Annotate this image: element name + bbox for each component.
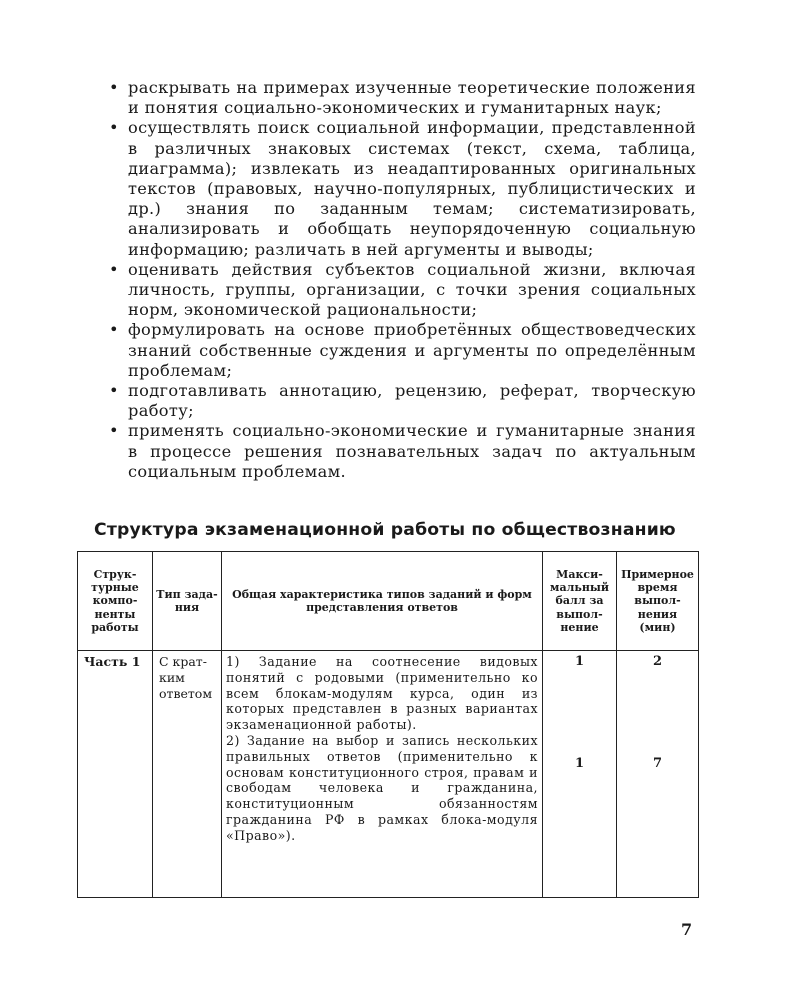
bullet-item <box>108 381 696 421</box>
header-approx-time: Примерное время выполнения (мин) <box>617 552 699 651</box>
bullet-item <box>108 118 696 259</box>
bullet-icon: • <box>109 381 119 401</box>
task-2-time: 7 <box>652 755 663 771</box>
bullet-item <box>108 421 696 482</box>
task-1-score: 1 <box>574 654 585 669</box>
bullet-icon: • <box>109 118 119 138</box>
exam-structure-table <box>77 551 699 898</box>
task-1-description: 1) Задание на соотнесение видовых понятий с родовыми (применительно ко всем блокам-модулям курса, один из которых представлен в разных вариантах экзаменационной работы). <box>226 654 538 733</box>
bullet-text: раскрывать на примерах изученные теоретические положения и понятия социально-экономических и гуманитарных наук; <box>128 78 696 118</box>
bullet-icon: • <box>109 78 119 97</box>
skills-bullet-list <box>108 78 696 482</box>
bullet-text: формулировать на основе приобретённых обществоведческих знаний собственные суждения и аргументы по определённым проблемам; <box>128 320 696 380</box>
bullet-item <box>108 320 696 381</box>
task-1-time: 2 <box>652 654 663 669</box>
task-description-cell <box>222 651 543 898</box>
max-score-cell <box>543 651 617 898</box>
bullet-item <box>108 78 696 118</box>
part-cell: Часть 1 <box>78 651 153 898</box>
bullet-text: осуществлять поиск социальной информации, представленной в различных знаковых системах (текст, схема, таблица, диаграмма); извлекать из неадаптированных оригинальных текстов (правовых, научно-популярных, публицистических и др.) знания по заданным темам; систематизировать, анализировать и обобщать неупорядоченную социальную информацию; различать в ней аргументы и выводы; <box>128 118 696 259</box>
task-2-score: 1 <box>574 755 585 771</box>
header-max-score: Максимальный балл за выполнение <box>543 552 617 651</box>
task-type-cell: С кратким ответом <box>153 651 222 898</box>
header-task-type: Тип задания <box>153 552 222 651</box>
time-cell <box>617 651 699 898</box>
bullet-icon: • <box>109 421 119 441</box>
bullet-text: подготавливать аннотацию, рецензию, реферат, творческую работу; <box>128 381 696 421</box>
table-header-row <box>78 552 699 651</box>
bullet-icon: • <box>109 320 119 340</box>
table-row <box>78 651 699 898</box>
bullet-icon: • <box>109 259 119 279</box>
bullet-item <box>108 260 696 321</box>
bullet-text: применять социально-экономические и гуманитарные знания в процессе решения познавательных задач по актуальным социальным проблемам. <box>128 421 696 481</box>
section-heading: Структура экзаменационной работы по обществознанию <box>94 520 676 540</box>
header-structural-components: Структурные компоненты работы <box>78 552 153 651</box>
header-general-description: Общая характеристика типов заданий и форм представления ответов <box>222 552 543 651</box>
page-number: 7 <box>681 920 693 939</box>
task-2-description: 2) Задание на выбор и запись нескольких правильных ответов (применительно к основам конституционного строя, правам и свободам человека и гражданина, конституционным обязанностям гражданина РФ в рамках блока-модуля «Право»). <box>226 732 538 843</box>
bullet-text: оценивать действия субъектов социальной жизни, включая личность, группы, организации, с точки зрения социальных норм, экономической рациональности; <box>128 259 696 320</box>
